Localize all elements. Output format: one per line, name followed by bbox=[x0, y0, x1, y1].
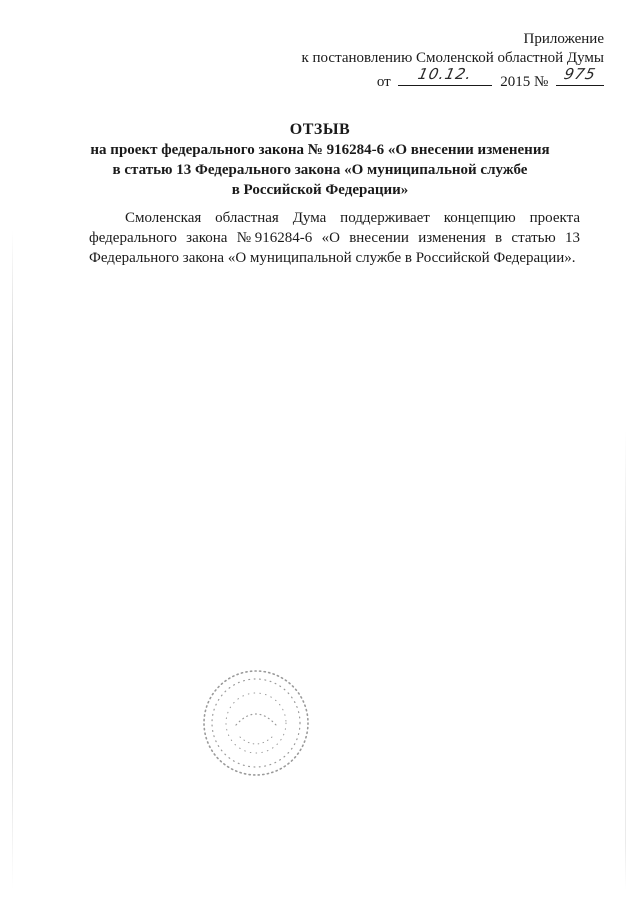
date-prefix: от bbox=[376, 74, 391, 90]
title-heading: ОТЗЫВ bbox=[289, 121, 351, 138]
year-number-label: 2015 № bbox=[500, 74, 549, 90]
date-number-line bbox=[301, 65, 604, 92]
document-title bbox=[0, 120, 640, 200]
date-blank bbox=[398, 65, 492, 86]
resolution-line: к постановлению Смоленской областной Думы bbox=[301, 50, 604, 66]
title-line-1: на проект федерального закона № 916284-6 «О внесении изменения bbox=[90, 142, 550, 158]
body-paragraph bbox=[89, 208, 580, 268]
word: «О bbox=[321, 230, 340, 246]
handwritten-number: 975 bbox=[562, 65, 598, 83]
paragraph-line-1 bbox=[89, 208, 580, 228]
appendix-label: Приложение bbox=[523, 31, 604, 47]
paragraph-line-2 bbox=[89, 228, 580, 248]
scan-edge-left bbox=[12, 230, 13, 890]
word: 13 bbox=[564, 230, 580, 246]
title-line-3: в Российской Федерации» bbox=[231, 182, 409, 198]
word: в bbox=[495, 230, 503, 246]
word: внесении bbox=[349, 230, 409, 246]
word: концепцию bbox=[443, 210, 516, 226]
title-line-2: в статью 13 Федерального закона «О муниципальной службе bbox=[112, 162, 528, 178]
word: областная bbox=[215, 210, 279, 226]
handwritten-date: 10.12. bbox=[416, 65, 475, 83]
scan-edge-right bbox=[625, 430, 626, 890]
paragraph-line-3: Федерального закона «О муниципальной службе в Российской Федерации». bbox=[89, 250, 576, 266]
word: статью bbox=[511, 230, 556, 246]
number-blank bbox=[556, 65, 604, 86]
word: Смоленская bbox=[125, 210, 202, 226]
word: Дума bbox=[292, 210, 327, 226]
word: проекта bbox=[529, 210, 580, 226]
word: № 916284-6 bbox=[236, 230, 313, 246]
appendix-header bbox=[301, 30, 604, 92]
word: закона bbox=[186, 230, 228, 246]
word: поддерживает bbox=[340, 210, 430, 226]
word: федерального bbox=[89, 230, 177, 246]
seal-impression bbox=[196, 663, 316, 783]
word: изменения bbox=[418, 230, 486, 246]
